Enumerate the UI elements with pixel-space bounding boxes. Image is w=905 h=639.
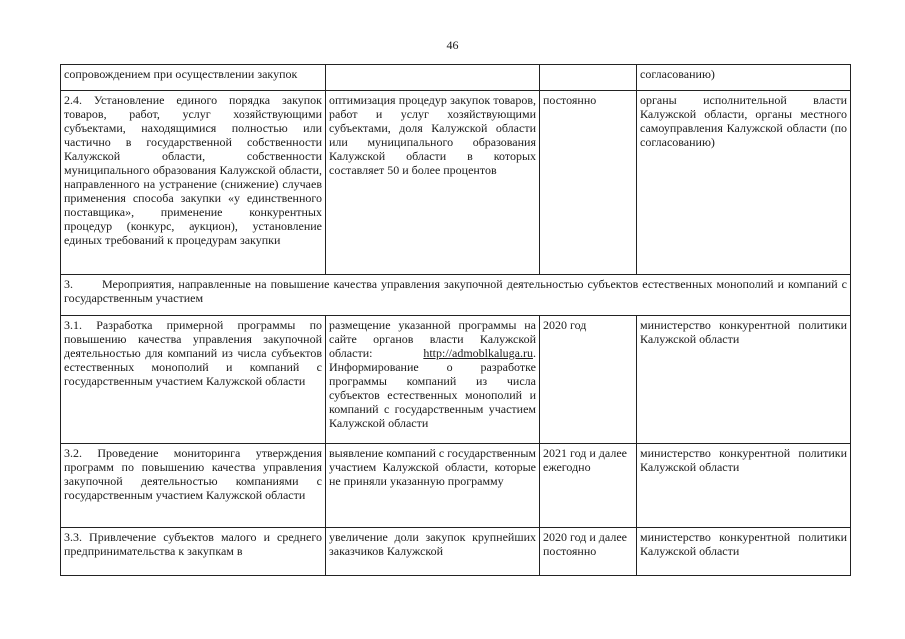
term-cell: постоянно [540, 91, 637, 275]
section-header [61, 275, 851, 316]
section-number: 3. [64, 277, 73, 291]
result-cell: оптимизация процедур закупок товаров, работ и услуг хозяйствующими субъектами, доля Калужской области или муниципального образования Калужской области в которых составляет 50 и более процентов [326, 91, 540, 275]
term-cell [540, 65, 637, 91]
term-cell: 2020 год [540, 316, 637, 444]
measures-table [60, 64, 851, 576]
result-text: . Информирование о разработке программы компаний из числа субъектов естественных монополий и компаний с государственным участием Калужской области [329, 346, 536, 430]
executor-cell: органы исполнительной власти Калужской области, органы местного самоуправления Калужской области (по согласованию) [637, 91, 851, 275]
page-number: 46 [446, 38, 459, 52]
site-link[interactable]: http://admoblkaluga.ru [423, 346, 533, 360]
measure-cell: 3.2. Проведение мониторинга утверждения программ по повышению качества управления закупочной деятельностью компаниями с государственным участием Калужской области [61, 444, 326, 528]
result-cell [326, 316, 540, 444]
executor-cell: министерство конкурентной политики Калужской области [637, 444, 851, 528]
table-row [61, 65, 851, 91]
measure-cell: 3.3. Привлечение субъектов малого и среднего предпринимательства к закупкам в [61, 528, 326, 576]
executor-cell: согласованию) [637, 65, 851, 91]
executor-cell: министерство конкурентной политики Калужской области [637, 316, 851, 444]
result-cell: выявление компаний с государственным участием Калужской области, которые не приняли указанную программу [326, 444, 540, 528]
result-cell: увеличение доли закупок крупнейших заказчиков Калужской [326, 528, 540, 576]
result-cell [326, 65, 540, 91]
executor-cell: министерство конкурентной политики Калужской области [637, 528, 851, 576]
term-cell: 2020 год и далее постоянно [540, 528, 637, 576]
measure-cell: 2.4. Установление единого порядка закупок товаров, работ, услуг хозяйствующими субъектами, находящимися полностью или частично в государственной собственности Калужской области, собственности муниципального образования Калужской области, направленного на устранение (снижение) случаев применения способа закупки «у единственного поставщика», применение конкурентных процедур (конкурс, аукцион), установление единых требований к процедурам закупки [61, 91, 326, 275]
measure-cell: сопровождением при осуществлении закупок [61, 65, 326, 91]
result-text: размещение указанной программы на сайте органов власти Калужской области: [329, 318, 536, 360]
section-header-row [61, 275, 851, 316]
table-row [61, 91, 851, 275]
measure-cell: 3.1. Разработка примерной программы по повышению качества управления закупочной деятельностью для компаний из числа субъектов естественных монополий и компаний с государственным участием Калужской области [61, 316, 326, 444]
table-row [61, 528, 851, 576]
table-row [61, 316, 851, 444]
term-cell: 2021 год и далее ежегодно [540, 444, 637, 528]
section-title: Мероприятия, направленные на повышение качества управления закупочной деятельностью субъектов естественных монополий и компаний с государственным участием [64, 277, 847, 305]
table-row [61, 444, 851, 528]
